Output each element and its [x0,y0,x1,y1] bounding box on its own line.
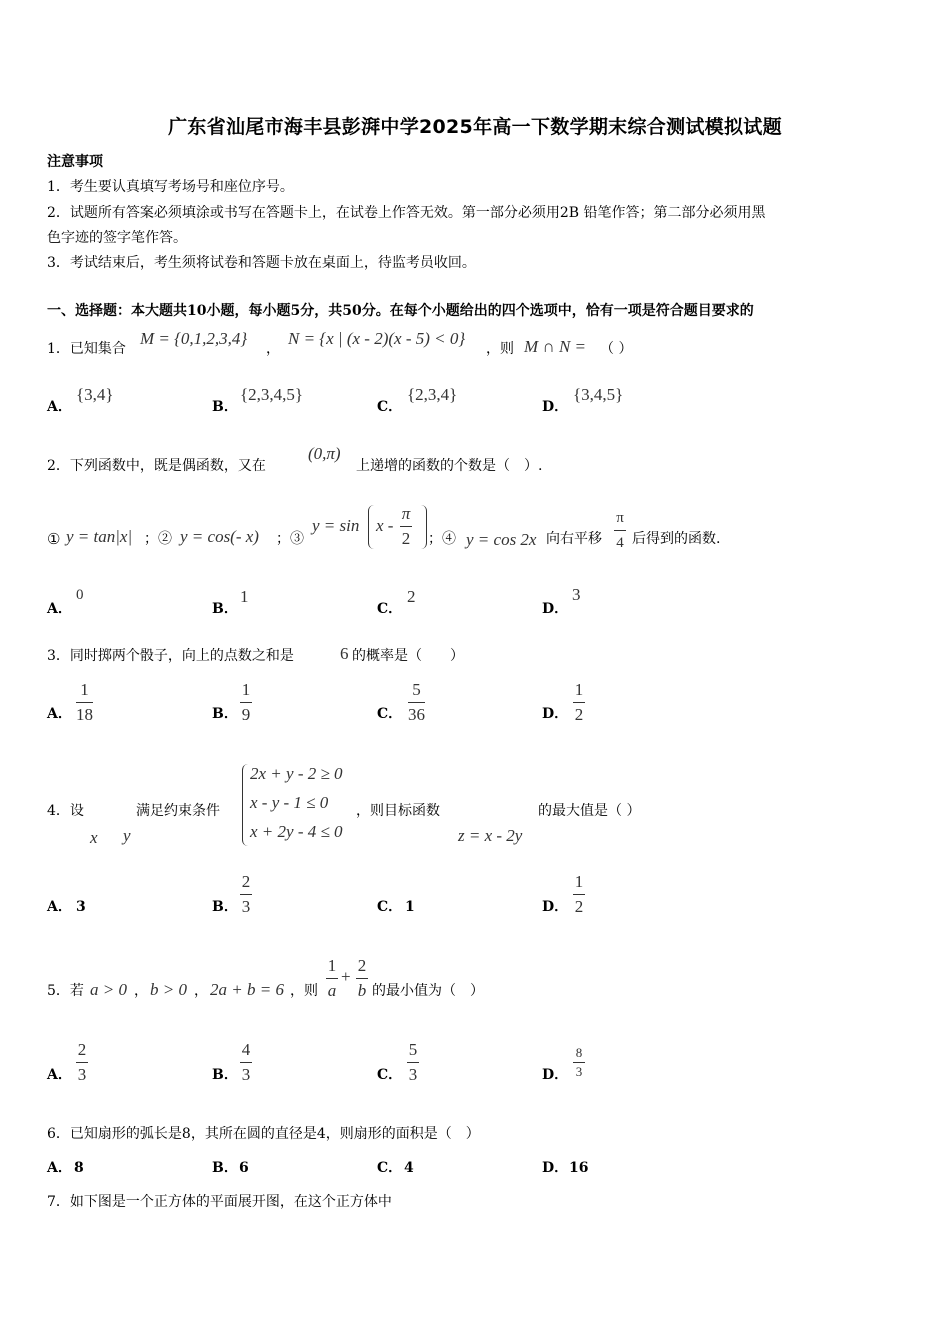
question-text: ， [194,983,208,999]
option-c: 4 [404,1160,414,1176]
denominator: a [327,981,337,1000]
option-a [76,1040,88,1085]
option-c: {2,3,4} [407,385,458,404]
math-function: y = cos 2x [466,530,537,549]
math-condition: a > 0 [90,980,127,999]
option-b [240,872,252,917]
notice-item: 3．考试结束后，考生须将试卷和答题卡放在桌面上，待监考员收回。 [47,255,476,271]
option-a: {3,4} [76,385,114,404]
page-title: 广东省汕尾市海丰县彭湃中学2025年高一下数学期末综合测试模拟试题 [168,116,782,138]
system-brace [242,764,249,846]
numerator: 1 [327,956,337,975]
math-fraction [356,956,368,1001]
denominator: 2 [574,705,584,724]
option-label: B． [212,706,238,722]
fraction-bar [240,702,252,703]
denominator: 9 [241,705,251,724]
math-fraction [326,956,338,1001]
denominator: 18 [76,705,93,724]
question-text: 满足约束条件 [136,803,220,819]
fraction-bar [407,1062,419,1063]
question-stem: 4．设 [47,803,84,819]
option-label: A． [47,706,72,722]
notice-item: 2．试题所有答案必须填涂或书写在答题卡上，在试卷上作答无效。第一部分必须用2B 铅笔作答；第二部分必须用黑 [47,205,766,221]
fraction-bar [76,1062,88,1063]
option-label: B． [212,1067,238,1083]
option-label: A． [47,399,72,415]
denominator: 4 [616,535,624,551]
math-set-n: N = {x | (x - 2)(x - 5) < 0} [288,329,466,348]
option-label: B． [212,399,238,415]
question-stem: 5．若 [47,983,84,999]
question-text: 上递增的函数的个数是（ ）. [356,458,543,474]
option-d [573,1046,585,1079]
option-d [573,872,585,917]
fraction-bar [573,1062,585,1063]
numerator: 8 [575,1045,583,1060]
option-d [573,680,585,725]
question-stem: 2．下列函数中，既是偶函数，又在 [47,458,266,474]
math-function: y = cos(- x) [180,527,259,546]
denominator: b [357,981,367,1000]
math-fraction [400,504,412,549]
option-b [240,1040,252,1085]
option-c [407,1040,419,1085]
option-label: A． [47,601,72,617]
option-b: 1 [240,587,249,606]
numerator: 1 [574,680,584,699]
math-function: y = tan|x| [66,527,133,546]
math-fraction [614,508,626,553]
math-interval: (0,π) [308,444,341,463]
option-label: C． [377,899,403,915]
numerator: 5 [412,680,421,699]
constraint: 2x + y - 2 ≥ 0 [250,764,343,783]
fraction-bar [356,978,368,979]
notice-item: 1．考生要认真填写考场号和座位序号。 [47,179,294,195]
item-marker: ① [47,530,61,548]
math-objective: z = x - 2y [458,826,523,845]
option-label: A． [47,1160,72,1176]
numerator: 1 [80,680,89,699]
option-label: A． [47,1067,72,1083]
numerator: π [616,510,624,526]
option-label: B． [212,601,238,617]
math-variable: x [90,828,98,847]
math-function: y = sin [312,516,360,535]
option-b: 6 [239,1160,249,1176]
numerator: 1 [241,680,251,699]
question-stem: 1．已知集合 [47,341,126,357]
question-7-stem: 7．如下图是一个正方体的平面展开图，在这个正方体中 [47,1194,392,1210]
option-label: D． [542,899,569,915]
math-condition: b > 0 [150,980,187,999]
answer-paren: （ ） [600,341,633,357]
denominator: 3 [408,1065,418,1084]
constraint: x + 2y - 4 ≤ 0 [250,822,343,841]
fraction-bar [573,702,585,703]
option-a: 0 [76,587,84,603]
numerator: 5 [408,1040,418,1059]
question-text: 的概率是（ ） [352,648,464,664]
option-c: 1 [405,899,415,915]
notice-item: 色字迹的签字笔作答。 [47,230,187,246]
option-d: 3 [572,585,581,604]
fraction-bar [408,702,425,703]
math-variable: y [123,826,131,845]
numerator: π [401,504,411,523]
paren-right [420,505,427,549]
option-label: D． [542,706,569,722]
numerator: 1 [574,872,584,891]
denominator: 3 [77,1065,87,1084]
denominator: 2 [401,529,411,548]
question-text: ；② [144,531,172,547]
denominator: 3 [241,897,251,916]
option-b [240,680,252,725]
option-label: C． [377,601,403,617]
option-label: D． [542,601,569,617]
option-label: D． [542,399,569,415]
option-b: {2,3,4,5} [240,385,304,404]
math-expression: x - [376,516,394,535]
notice-heading: 注意事项 [47,154,103,170]
denominator: 2 [574,897,584,916]
option-c [408,680,425,725]
math-set-m: M = {0,1,2,3,4} [140,329,248,348]
fraction-bar [240,894,252,895]
option-label: C． [377,1160,403,1176]
question-text: ， [134,983,148,999]
option-c: 2 [407,587,416,606]
option-label: D． [542,1160,569,1176]
fraction-bar [240,1062,252,1063]
question-stem: 3．同时掷两个骰子，向上的点数之和是 [47,648,294,664]
denominator: 3 [575,1064,583,1079]
question-text: ；④ [428,531,456,547]
question-text: 的最大值是（ ） [538,803,641,819]
option-label: C． [377,1067,403,1083]
question-text: ；③ [276,531,304,547]
question-stem: 6．已知扇形的弧长是8，其所在圆的直径是4，则扇形的面积是（ ） [47,1126,480,1142]
numerator: 2 [77,1040,87,1059]
numerator: 4 [241,1040,251,1059]
fraction-bar [614,530,626,531]
math-number: 6 [340,644,349,663]
question-text: ， [266,341,280,357]
option-d: 16 [569,1160,589,1176]
math-condition: 2a + b = 6 [210,980,284,999]
fraction-bar [573,894,585,895]
numerator: 2 [241,872,251,891]
option-d: {3,4,5} [573,385,624,404]
question-text: 后得到的函数. [632,531,721,547]
denominator: 3 [241,1065,251,1084]
question-text: ，则 [486,341,514,357]
fraction-bar [400,526,412,527]
option-a: 8 [74,1160,84,1176]
math-intersection: M ∩ N = [524,337,586,356]
question-text: 的最小值为（ ） [372,983,484,999]
question-text: 向右平移 [546,531,602,547]
fraction-bar [326,978,338,979]
question-text: ，则 [290,983,318,999]
option-label: C． [377,706,403,722]
fraction-bar [76,702,93,703]
option-label: C． [377,399,403,415]
denominator: 36 [408,705,425,724]
option-label: B． [212,899,238,915]
option-a [76,680,93,725]
option-label: D． [542,1067,569,1083]
paren-left [368,505,375,549]
option-a: 3 [76,899,86,915]
option-label: A． [47,899,72,915]
constraint: x - y - 1 ≤ 0 [250,793,329,812]
math-operator: + [341,967,351,986]
numerator: 2 [357,956,367,975]
option-label: B． [212,1160,238,1176]
question-text: ，则目标函数 [356,803,440,819]
section-heading: 一、选择题：本大题共10小题，每小题5分，共50分。在每个小题给出的四个选项中，恰有一项是符合题目要求的 [47,303,754,319]
